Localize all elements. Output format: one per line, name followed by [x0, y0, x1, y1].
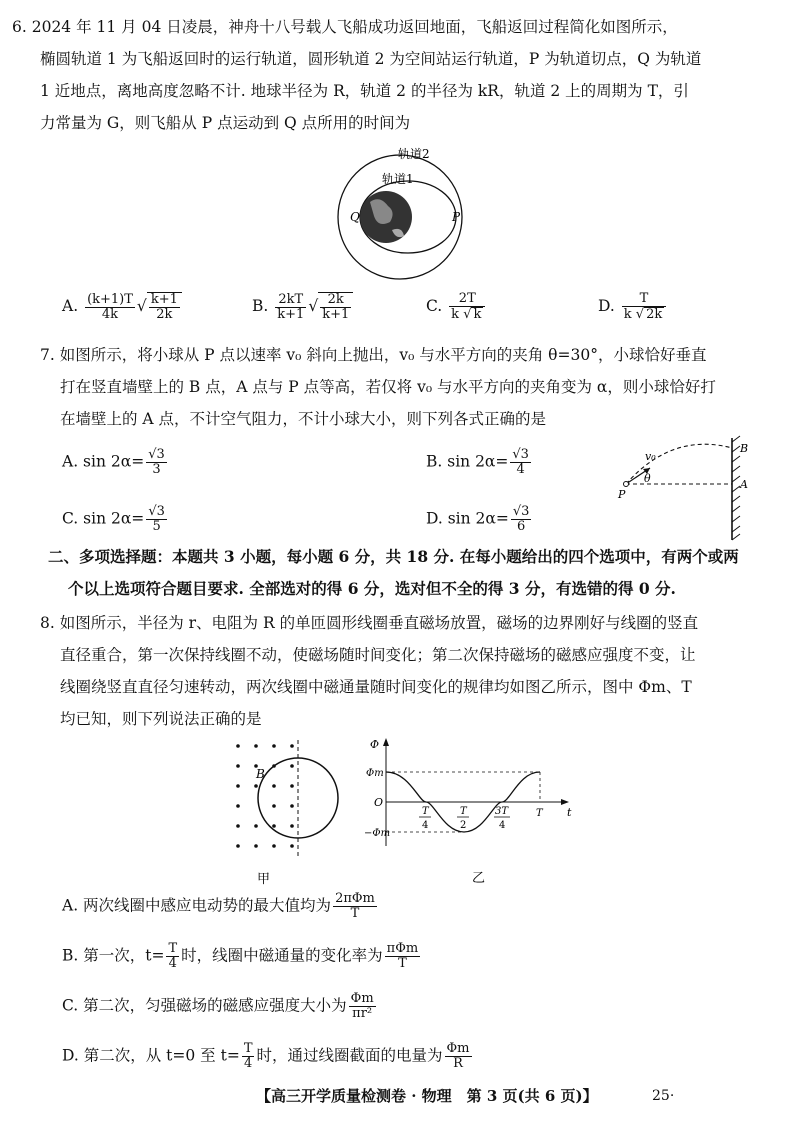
q8-option-b — [62, 942, 422, 971]
q6-line-3: 1 近地点，离地高度忽略不计. 地球半径为 R，轨道 2 的半径为 kR，轨道 2 上的周期为 T，引 — [40, 82, 689, 100]
q8-option-c — [62, 992, 378, 1021]
option-label: A. — [62, 297, 79, 315]
option-text: C. 第二次，匀强磁场的磁感应强度大小为 — [62, 996, 347, 1015]
option-label: B. — [252, 297, 269, 315]
phim-label: Φm — [366, 768, 384, 779]
projectile-figure — [612, 432, 752, 544]
coil-field-figure — [224, 738, 354, 888]
q6-option-b: B. $\frac{2kT}{k+1}$ √ $\frac{2k}{k+1}$ — [252, 292, 353, 322]
frac-num: T — [243, 1041, 253, 1056]
frac-den: T — [398, 956, 407, 971]
q6-option-c: C. $\frac{2T}{k √ k}$ — [426, 292, 487, 322]
frac-num: √3 — [148, 504, 165, 519]
trajectory — [626, 444, 732, 484]
rad-num: k+1 — [150, 292, 178, 307]
q6-line-1: 6. 2024 年 11 月 04 日凌晨，神舟十八号载人飞船成功返回地面，飞船返回过程简化如图所示， — [12, 18, 678, 36]
orbit-figure — [330, 140, 480, 285]
q8-option-a — [62, 892, 379, 921]
frac-den: 3 — [152, 462, 161, 477]
tick-t2-num: T — [460, 806, 467, 817]
frac-num: 2kT — [275, 293, 306, 308]
b-label: B — [740, 442, 749, 455]
frac-num: T — [622, 292, 666, 307]
q6-option-d: D. $\frac{T}{k √ 2k}$ — [598, 292, 668, 322]
q7-line-2: 打在竖直墙壁上的 B 点，A 点与 P 点等高，若仅将 v₀ 与水平方向的夹角变为 α，则小球恰好打 — [60, 378, 716, 396]
section-2-line-1: 二、多项选择题：本题共 3 小题，每小题 6 分，共 18 分. 在每小题给出的四个选项中，有两个或两 — [48, 547, 739, 566]
fig-jia-label: 甲 — [257, 872, 271, 887]
frac-den: k+1 — [277, 306, 305, 322]
tick-3t4-den: 4 — [499, 820, 506, 831]
rad-den: k+1 — [322, 307, 350, 322]
frac-den: T — [350, 906, 360, 921]
frac-den: 6 — [517, 519, 526, 534]
frac-num: Φm — [350, 991, 374, 1006]
tick-3t4-num: 3T — [495, 806, 509, 817]
theta-label: θ — [644, 472, 651, 485]
frac-num: 2πΦm — [335, 891, 375, 906]
tick-t4-den: 4 — [422, 820, 429, 831]
q8-line-2: 直径重合，第一次保持线圈不动，使磁场随时间变化；第二次保持磁场的磁感应强度不变，让 — [60, 646, 696, 664]
frac-num: T — [168, 941, 178, 956]
flux-graph — [364, 736, 580, 890]
frac-num: Φm — [446, 1041, 470, 1056]
frac-num: (k+1)T — [87, 291, 133, 307]
page-footer: 【高三开学质量检测卷 · 物理 第 3 页(共 6 页)】 — [256, 1087, 598, 1105]
q8-line-3: 线圈绕竖直直径匀速转动，两次线圈中磁通量随时间变化的规律均如图乙所示，图中 Φm、T — [60, 678, 692, 696]
frac-den: k — [451, 307, 460, 322]
option-label: A. sin 2α= — [62, 452, 145, 471]
rad-num: 2k — [320, 293, 351, 308]
q7-option-a — [62, 448, 169, 477]
fig-yi-label: 乙 — [472, 871, 486, 886]
option-text: A. 两次线圈中感应电动势的最大值均为 — [62, 896, 332, 915]
q7-option-d — [426, 505, 533, 534]
option-label: D. — [598, 297, 615, 315]
q7-option-b — [426, 448, 533, 477]
option-text: B. 第一次，t= — [62, 946, 165, 965]
option-text: 时，通过线圈截面的电量为 — [256, 1046, 443, 1065]
ball-p — [624, 482, 629, 487]
q7-line-3: 在墙壁上的 A 点，不计空气阻力，不计小球大小，则下列各式正确的是 — [60, 410, 547, 428]
p-label: P — [618, 488, 626, 501]
neg-phim-label: −Φm — [364, 828, 391, 839]
rad-body: k — [473, 307, 482, 322]
frac-den: 4 — [244, 1056, 253, 1071]
tick-t4-num: T — [422, 806, 429, 817]
q6-option-a: A. $\frac{(k+1)T}{4k}$ √ $\frac{k+1}{2k}$ — [62, 292, 182, 322]
orbit-1-label: 轨道1 — [382, 172, 414, 186]
frac-num: √3 — [148, 447, 165, 462]
frac-den: k — [623, 307, 632, 322]
option-label: C. — [426, 297, 443, 315]
q7-line-1: 7. 如图所示，将小球从 P 点以速率 v₀ 斜向上抛出，v₀ 与水平方向的夹角 θ=30°，小球恰好垂直 — [40, 346, 707, 364]
phi-axis-label: Φ — [370, 738, 380, 751]
frac-num: 2T — [449, 292, 485, 307]
q8-line-1: 8. 如图所示，半径为 r、电阻为 R 的单匝圆形线圈垂直磁场放置，磁场的边界刚好与线圈的竖直 — [40, 614, 699, 632]
rad-body: 2k — [646, 307, 663, 322]
section-2-line-2: 个以上选项符合题目要求. 全部选对的得 6 分，选对但不全的得 3 分，有选错的得 0 分. — [68, 579, 676, 598]
b-label: B — [256, 767, 265, 781]
option-text: 时，线圈中磁通量的变化率为 — [181, 946, 383, 965]
paper-code: 25· — [652, 1088, 675, 1104]
frac-den: πr² — [352, 1006, 373, 1021]
q6-line-4: 力常量为 G，则飞船从 P 点运动到 Q 点所用的时间为 — [40, 114, 411, 132]
option-label: D. sin 2α= — [426, 509, 509, 528]
orbit-2-label: 轨道2 — [398, 147, 430, 161]
q8-option-d — [62, 1042, 474, 1071]
frac-num: √3 — [512, 504, 530, 519]
frac-den: 4k — [101, 306, 119, 322]
q6-line-2: 椭圆轨道 1 为飞船返回时的运行轨道，圆形轨道 2 为空间站运行轨道，P 为轨道切点，Q 为轨道 — [40, 50, 702, 68]
frac-den: 4 — [168, 956, 177, 971]
q7-option-c — [62, 505, 169, 534]
v0-label: v₀ — [645, 450, 656, 463]
q8-line-4: 均已知，则下列说法正确的是 — [60, 710, 262, 728]
q-label: Q — [350, 210, 360, 224]
p-label: P — [452, 210, 461, 224]
a-label: A — [740, 478, 748, 491]
origin-label: O — [374, 796, 384, 809]
option-text: D. 第二次，从 t=0 至 t= — [62, 1046, 240, 1065]
tick-t2-den: 2 — [460, 820, 467, 831]
rad-den: 2k — [156, 307, 173, 322]
option-label: C. sin 2α= — [62, 509, 145, 528]
frac-num: √3 — [512, 447, 529, 462]
frac-den: 4 — [516, 462, 525, 477]
frac-num: πΦm — [386, 941, 419, 956]
frac-den: R — [453, 1056, 463, 1071]
option-label: B. sin 2α= — [426, 452, 509, 471]
t-axis-label: t — [567, 806, 572, 819]
tick-t-label: T — [536, 808, 543, 819]
frac-den: 5 — [152, 519, 161, 534]
